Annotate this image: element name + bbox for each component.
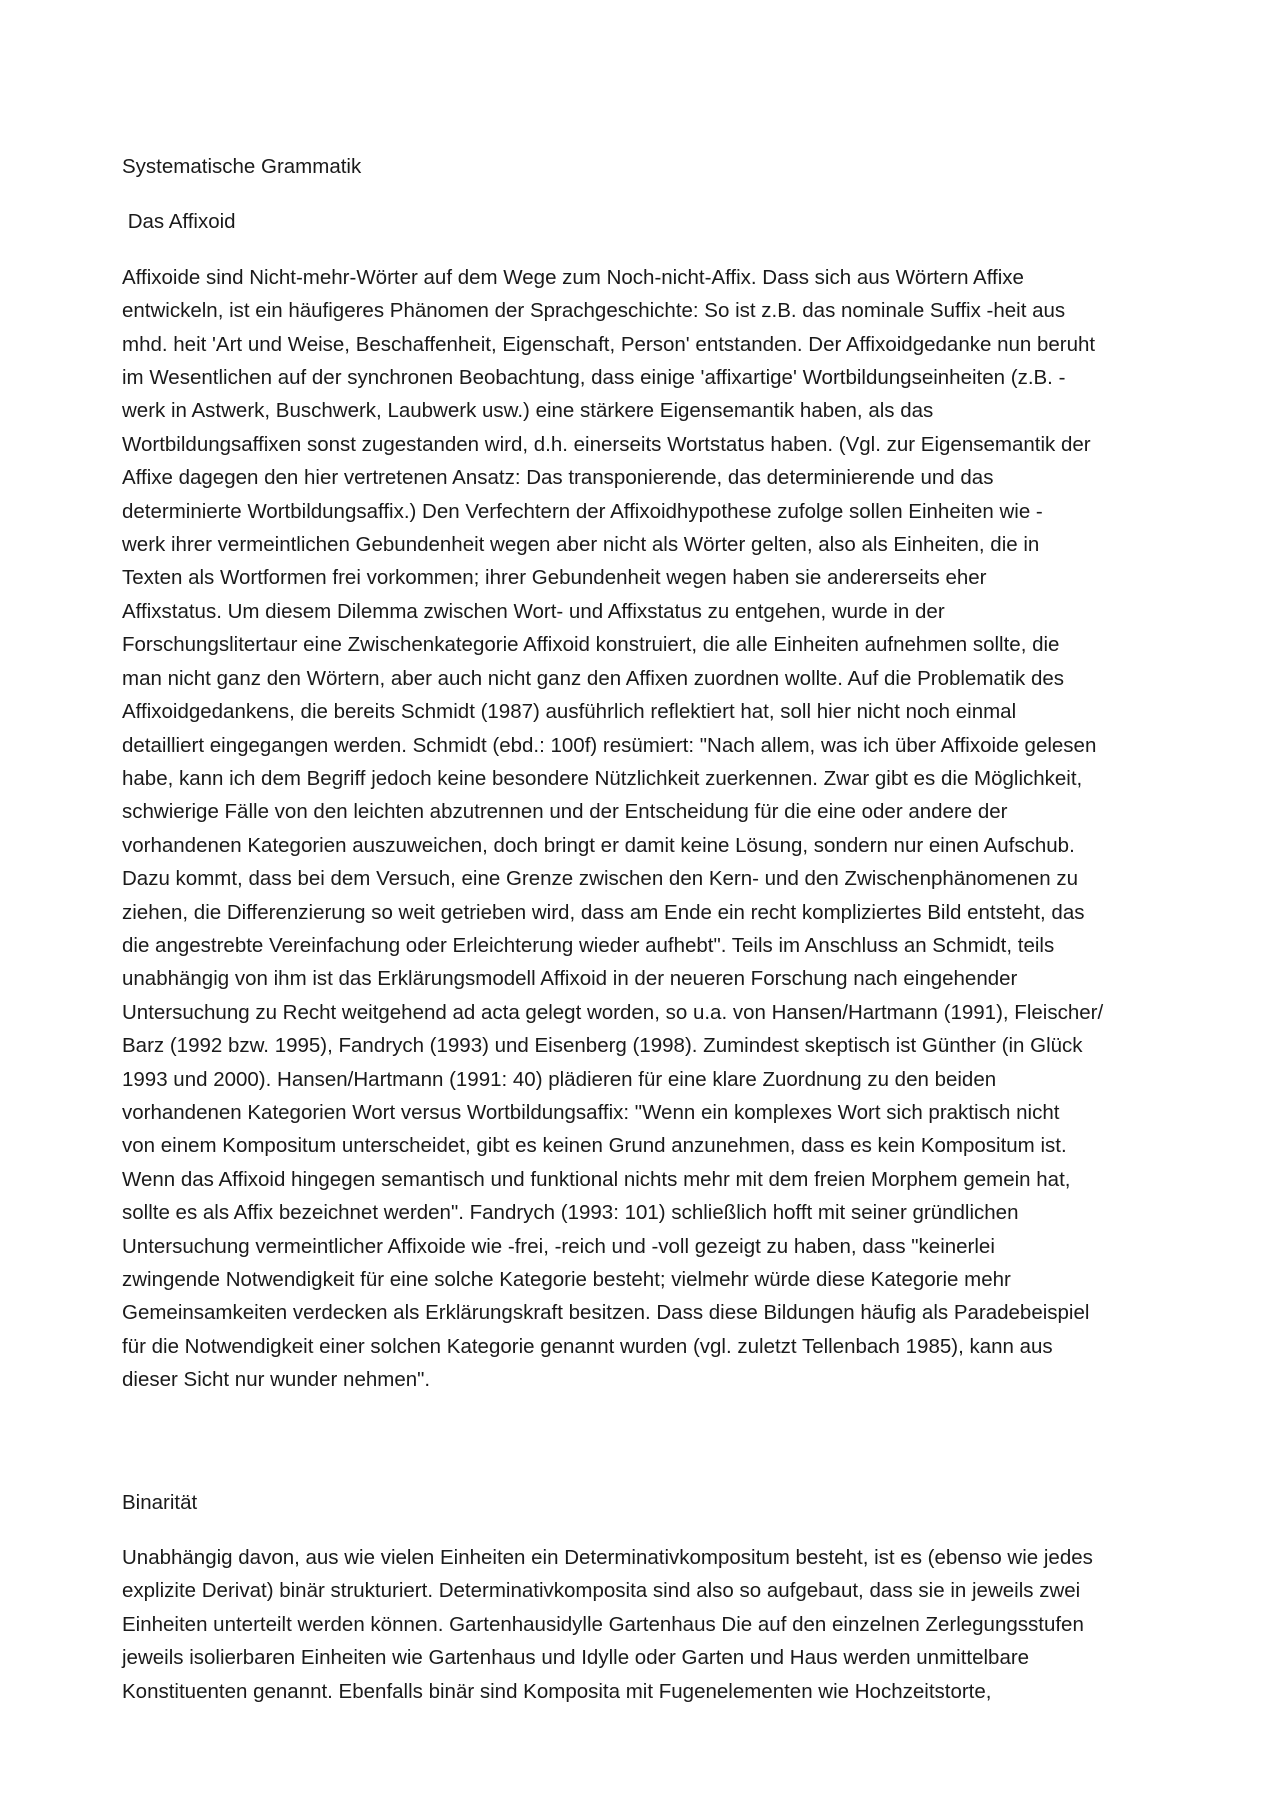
text-line: werk in Astwerk, Buschwerk, Laubwerk usw.) eine stärkere Eigensemantik haben, als das — [122, 399, 934, 423]
text-line: dieser Sicht nur wunder nehmen". — [122, 1368, 431, 1392]
text-line: detailliert eingegangen werden. Schmidt (ebd.: 100f) resümiert: "Nach allem, was ich über Affixoide gelesen — [122, 733, 1097, 757]
text-line: Wortbildungsaffixen sonst zugestanden wird, d.h. einerseits Wortstatus haben. (Vgl. zur Eigensemantik der — [122, 432, 1091, 456]
text-line: ziehen, die Differenzierung so weit getrieben wird, dass am Ende ein recht kompliziertes Bild entsteht, das — [122, 900, 1085, 924]
text-line: entwickeln, ist ein häufigeres Phänomen der Sprachgeschichte: So ist z.B. das nominale Suffix -heit aus — [122, 299, 1066, 323]
text-line: Einheiten unterteilt werden können. Gartenhausidylle Gartenhaus Die auf den einzelnen Zerlegungsstufen — [122, 1612, 1084, 1636]
text-line: für die Notwendigkeit einer solchen Kategorie genannt wurden (vgl. zuletzt Tellenbach 1985), kann aus — [122, 1334, 1053, 1358]
text-line: Dazu kommt, dass bei dem Versuch, eine Grenze zwischen den Kern- und den Zwischenphänomenen zu — [122, 867, 1079, 891]
text-line: Barz (1992 bzw. 1995), Fandrych (1993) und Eisenberg (1998). Zumindest skeptisch ist Günther (in Glück — [122, 1034, 1083, 1058]
text-line: habe, kann ich dem Begriff jedoch keine besondere Nützlichkeit zuerkennen. Zwar gibt es die Möglichkeit, — [122, 766, 1083, 790]
text-line: werk ihrer vermeintlichen Gebundenheit wegen aber nicht als Wörter gelten, also als Einheiten, die in — [122, 533, 1040, 557]
text-line: im Wesentlichen auf der synchronen Beobachtung, dass einige 'affixartige' Wortbildungseinheiten (z.B. - — [122, 366, 1066, 390]
document-title: Systematische Grammatik — [122, 155, 362, 178]
text-line: unabhängig von ihm ist das Erklärungsmodell Affixoid in der neueren Forschung nach eingehender — [122, 967, 1018, 991]
section-heading-affixoid: Das Affixoid — [122, 210, 236, 234]
text-line: man nicht ganz den Wörtern, aber auch nicht ganz den Affixen zuordnen wollte. Auf die Problematik des — [122, 666, 1065, 690]
text-line: zwingende Notwendigkeit für eine solche Kategorie besteht; vielmehr würde diese Kategorie mehr — [122, 1268, 1011, 1291]
text-line: vorhandenen Kategorien Wort versus Wortbildungsaffix: "Wenn ein komplexes Wort sich praktisch nicht — [122, 1100, 1060, 1124]
text-line: Untersuchung zu Recht weitgehend ad acta gelegt worden, so u.a. von Hansen/Hartmann (1991), Fleischer/ — [122, 1000, 1104, 1024]
text-line: Affixstatus. Um diesem Dilemma zwischen Wort- und Affixstatus zu entgehen, wurde in der — [122, 599, 945, 623]
text-line: sollte es als Affix bezeichnet werden". Fandrych (1993: 101) schließlich hofft mit seiner gründlichen — [122, 1201, 1019, 1225]
text-line: Wenn das Affixoid hingegen semantisch und funktional nichts mehr mit dem freien Morphem gemein hat, — [122, 1167, 1071, 1191]
text-line: Untersuchung vermeintlicher Affixoide wie -frei, -reich und -voll gezeigt zu haben, dass "keinerlei — [122, 1234, 995, 1258]
text-line: schwierige Fälle von den leichten abzutrennen und der Entscheidung für die eine oder andere der — [122, 800, 1008, 824]
text-line: Affixe dagegen den hier vertretenen Ansatz: Das transponierende, das determinierende und das — [122, 466, 994, 490]
text-line: 1993 und 2000). Hansen/Hartmann (1991: 40) plädieren für eine klare Zuordnung zu den beiden — [122, 1067, 997, 1091]
text-line: Gemeinsamkeiten verdecken als Erklärungskraft besitzen. Dass diese Bildungen häufig als Paradebeispiel — [122, 1301, 1090, 1325]
text-line: determinierte Wortbildungsaffix.) Den Verfechtern der Affixoidhypothese zufolge sollen Einheiten wie - — [122, 499, 1043, 523]
paragraph-affixoid — [122, 261, 1172, 1397]
text-line: die angestrebte Vereinfachung oder Erleichterung wieder aufhebt". Teils im Anschluss an Schmidt, teils — [122, 933, 1055, 957]
text-line: Affixoide sind Nicht-mehr-Wörter auf dem Wege zum Noch-nicht-Affix. Dass sich aus Wörtern Affixe — [122, 265, 1024, 289]
text-line: vorhandenen Kategorien auszuweichen, doch bringt er damit keine Lösung, sondern nur einen Aufschub. — [122, 833, 1075, 857]
document-page — [122, 150, 1172, 1708]
paragraph-binaritaet — [122, 1541, 1172, 1708]
text-line: explizite Derivat) binär strukturiert. Determinativkomposita sind also so aufgebaut, dass sie in jeweils zwei — [122, 1579, 1081, 1603]
text-line: Affixoidgedankens, die bereits Schmidt (1987) ausführlich reflektiert hat, soll hier nicht noch einmal — [122, 700, 1017, 724]
text-line: Forschungslitertaur eine Zwischenkategorie Affixoid konstruiert, die alle Einheiten aufnehmen sollte, die — [122, 633, 1060, 657]
text-line: mhd. heit 'Art und Weise, Beschaffenheit, Eigenschaft, Person' entstanden. Der Affixoidgedanke nun beruht — [122, 332, 1096, 356]
section-heading-binaritaet: Binarität — [122, 1490, 198, 1514]
text-line: Unabhängig davon, aus wie vielen Einheiten ein Determinativkompositum besteht, ist es (ebenso wie jedes — [122, 1546, 1093, 1570]
text-line: Texten als Wortformen frei vorkommen; ihrer Gebundenheit wegen haben sie andererseits eher — [122, 566, 987, 590]
text-line: von einem Kompositum unterscheidet, gibt es keinen Grund anzunehmen, dass es kein Kompositum ist. — [122, 1134, 1067, 1158]
text-line: Konstituenten genannt. Ebenfalls binär sind Komposita mit Fugenelementen wie Hochzeitstorte, — [122, 1679, 992, 1703]
text-line: jeweils isolierbaren Einheiten wie Gartenhaus und Idylle oder Garten und Haus werden unmittelbare — [122, 1646, 1030, 1670]
